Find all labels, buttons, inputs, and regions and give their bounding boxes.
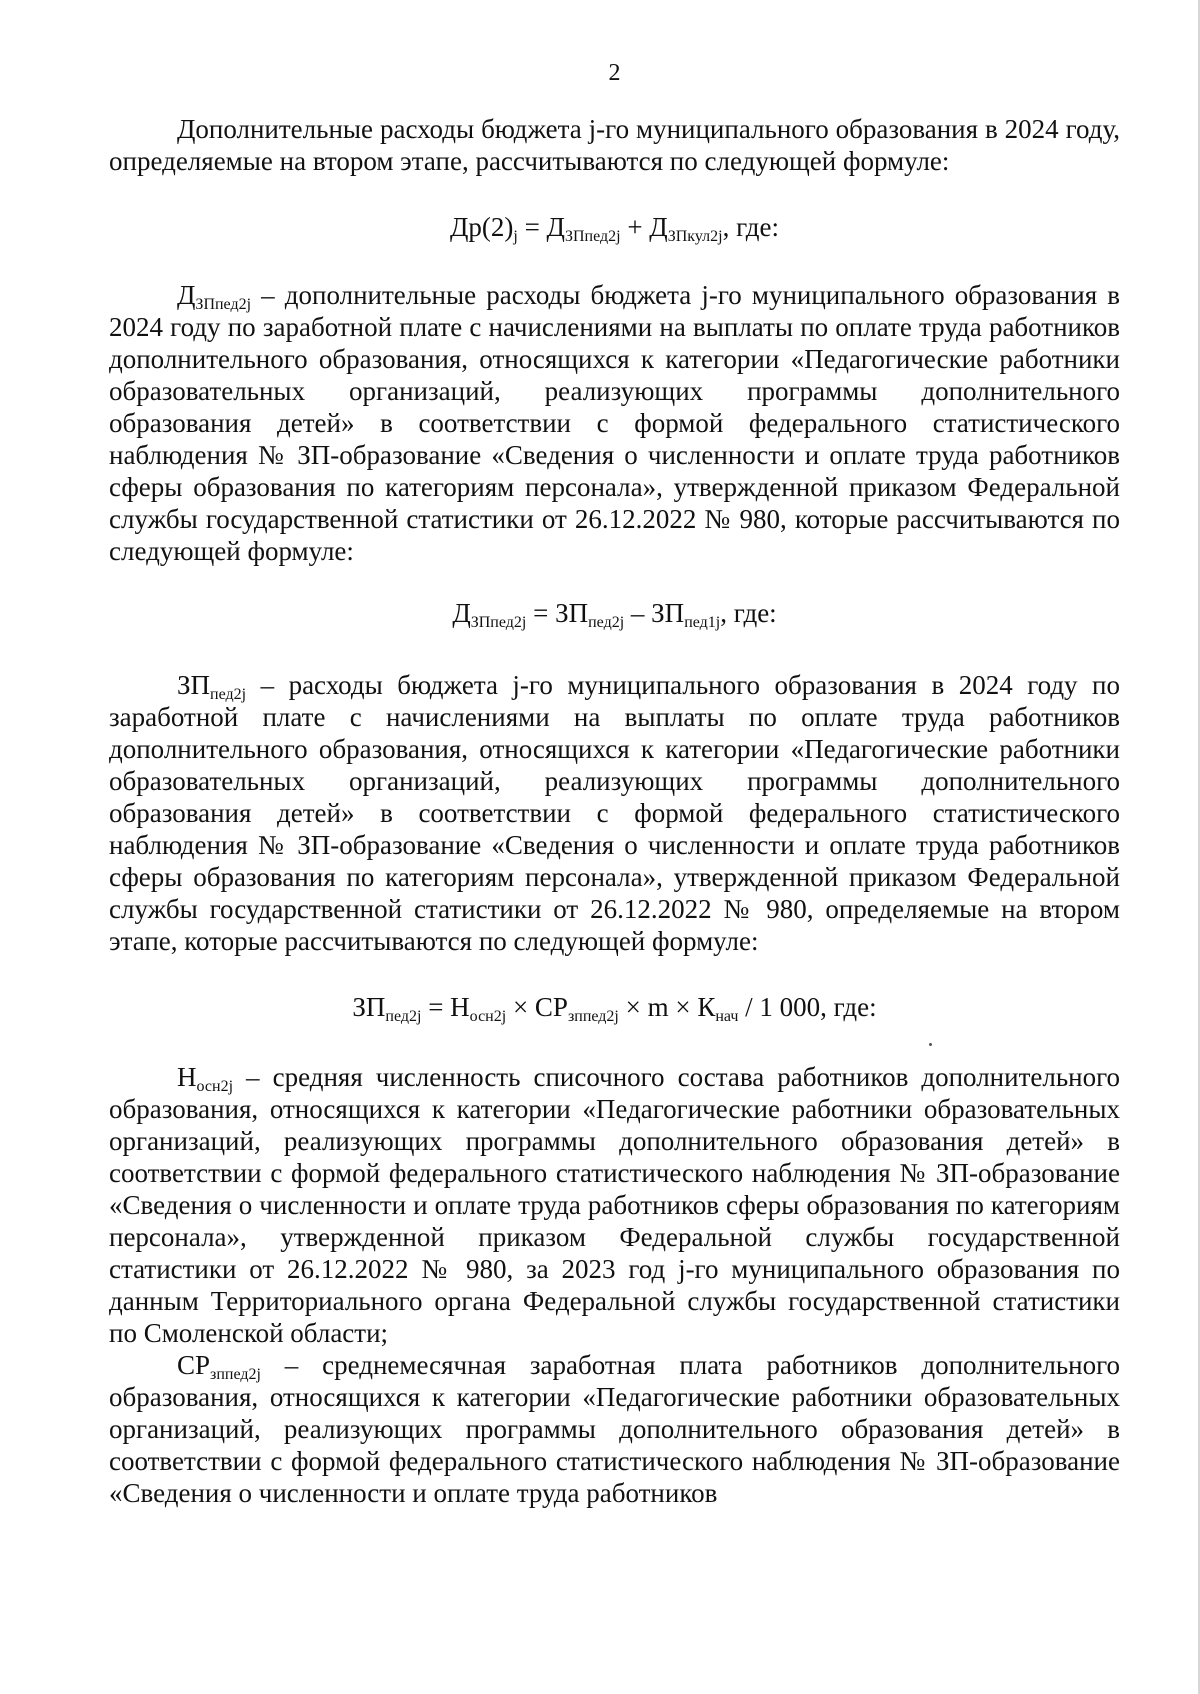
definition-4-symbol: СР: [177, 1350, 211, 1380]
definition-4: [109, 1349, 1120, 1509]
formula-1-term2-sub: ЗПкул2j: [667, 228, 723, 245]
formula-2-term2-sub: пед1j: [684, 614, 721, 631]
formula-2-tail: , где:: [720, 598, 777, 628]
formula-1: [109, 211, 1120, 243]
formula-1-plus: + Д: [620, 212, 668, 242]
definition-4-text: – среднемесячная заработная плата работников дополнительного образования, относящихся к категории «Педагогические работники образовательных организаций, реализующих программы дополнительного образования детей» в соответствии с формой федерального статистического наблюдения № ЗП-образование «Сведения о численности и оплате труда работников: [109, 1350, 1120, 1508]
definition-4-symbol-sub: зппед2j: [210, 1366, 261, 1383]
formula-3-lhs-sub: пед2j: [385, 1008, 422, 1025]
formula-2-lhs-sub: ЗПпед2j: [470, 614, 527, 631]
definition-1-symbol-sub: ЗПпед2j: [195, 296, 252, 313]
formula-2: [109, 597, 1120, 629]
definition-1-text: – дополнительные расходы бюджета j-го муниципального образования в 2024 году по заработной плате с начислениями на выплаты по оплате труда работников дополнительного образования, относящихся к категории «Педагогические работники образовательных организаций, реализующих программы дополнительного образования детей» в соответствии с формой федерального статистического наблюдения № ЗП-образование «Сведения о численности и оплате труда работников сферы образования по категориям персонала», утвержденной приказом Федеральной службы государственной статистики от 26.12.2022 № 980, которые рассчитываются по следующей формуле:: [109, 280, 1120, 566]
formula-3-eq: = Н: [421, 992, 470, 1022]
definition-2: [109, 669, 1120, 957]
formula-3-times2: × m × К: [618, 992, 716, 1022]
formula-3-tail: / 1 000, где:: [738, 992, 877, 1022]
definition-2-symbol: ЗП: [177, 670, 211, 700]
formula-3-times1: × СР: [506, 992, 568, 1022]
formula-3-term3-sub: нач: [715, 1008, 739, 1025]
definition-1-symbol: Д: [177, 280, 196, 310]
formula-3-term2-sub: зппед2j: [567, 1008, 619, 1025]
formula-2-eq: = ЗП: [526, 598, 589, 628]
formula-1-lhs-sub: j: [513, 228, 518, 245]
formula-1-eq: = Д: [517, 212, 565, 242]
formula-2-minus: – ЗП: [624, 598, 685, 628]
scan-speck: [929, 1043, 932, 1046]
intro-paragraph: Дополнительные расходы бюджета j-го муниципального образования в 2024 году, определяемые на втором этапе, рассчитываются по следующей формуле:: [109, 114, 1120, 176]
definition-2-symbol-sub: пед2j: [210, 686, 247, 703]
formula-2-lhs: Д: [452, 598, 471, 628]
definition-2-text: – расходы бюджета j-го муниципального образования в 2024 году по заработной плате с начислениями на выплаты по оплате труда работников дополнительного образования, относящихся к категории «Педагогические работники образовательных организаций, реализующих программы дополнительного образования детей» в соответствии с формой федерального статистического наблюдения № ЗП-образование «Сведения о численности и оплате труда работников сферы образования по категориям персонала», утвержденной приказом Федеральной службы государственной статистики от 26.12.2022 № 980, определяемые на втором этапе, которые рассчитываются по следующей формуле:: [109, 670, 1120, 956]
formula-3-lhs: ЗП: [352, 992, 386, 1022]
definition-3-symbol-sub: осн2j: [196, 1078, 234, 1095]
formula-1-term1-sub: ЗПпед2j: [564, 228, 621, 245]
formula-1-tail: , где:: [722, 212, 780, 242]
definition-3-symbol: Н: [177, 1062, 197, 1092]
document-body: [109, 113, 1120, 1509]
definition-3: [109, 1061, 1120, 1349]
formula-1-lhs: Др(2): [449, 212, 514, 242]
formula-3-term1-sub: осн2j: [469, 1008, 507, 1025]
formula-2-term1-sub: пед2j: [588, 614, 625, 631]
formula-3: [109, 991, 1120, 1023]
page-number: 2: [608, 60, 621, 86]
definition-1: [109, 279, 1120, 567]
definition-3-text: – средняя численность списочного состава работников дополнительного образования, относящихся к категории «Педагогические работники образовательных организаций, реализующих программы дополнительного образования детей» в соответствии с формой федерального статистического наблюдения № ЗП-образование «Сведения о численности и оплате труда работников сферы образования по категориям персонала», утвержденной приказом Федеральной службы государственной статистики от 26.12.2022 № 980, за 2023 год j-го муниципального образования по данным Территориального органа Федеральной службы государственной статистики по Смоленской области;: [109, 1062, 1120, 1348]
